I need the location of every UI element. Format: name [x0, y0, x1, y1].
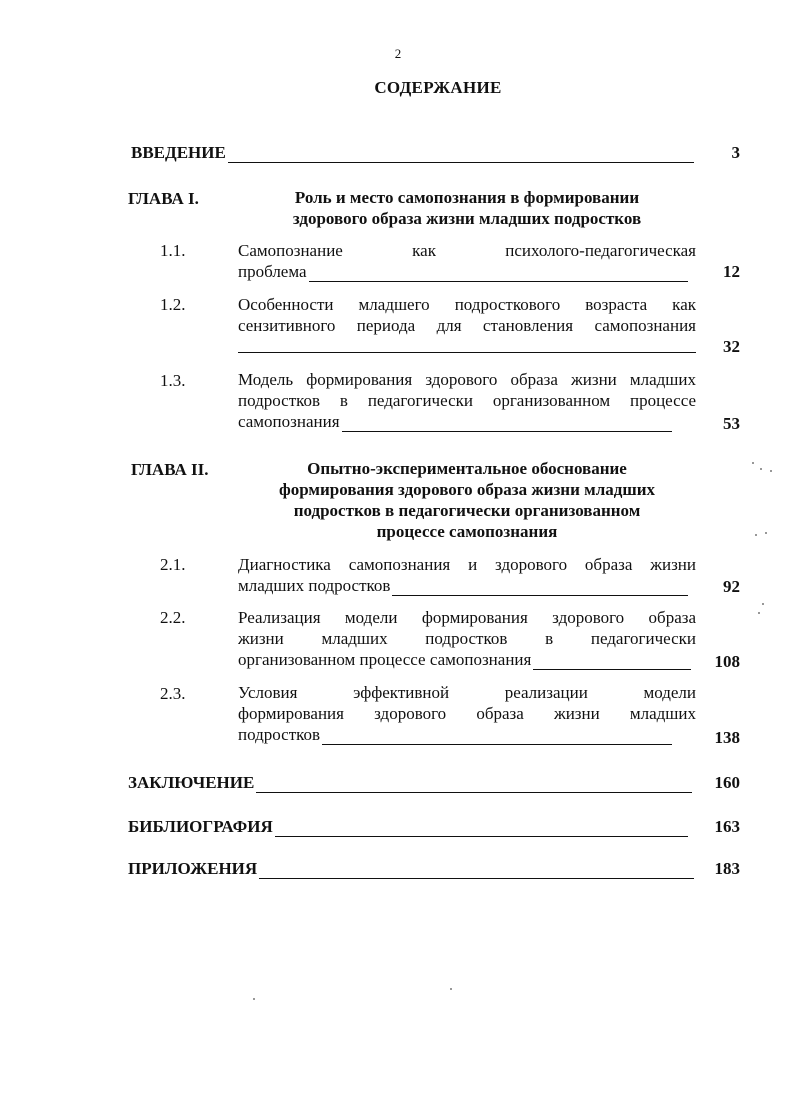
section-2-2-line-3[interactable]: организованном процессе самопознания	[238, 649, 691, 670]
section-number: 1.3.	[160, 371, 186, 390]
section-number: 1.2.	[160, 295, 186, 314]
section-2-3-line-1[interactable]: Условия эффективной реализации модели	[238, 683, 696, 702]
toc-entry-bibliography[interactable]: БИБЛИОГРАФИЯ	[128, 816, 688, 837]
section-number: 2.3.	[160, 684, 186, 703]
section-2-3-line-3[interactable]: подростков	[238, 724, 672, 745]
section-1-2-line-1[interactable]: Особенности младшего подросткового возраста как	[238, 295, 696, 314]
scan-speck	[752, 462, 754, 464]
toc-page: 92	[723, 577, 740, 596]
toc-page: 53	[723, 414, 740, 433]
section-1-2-line-2[interactable]: сензитивного периода для становления самопознания	[238, 316, 696, 335]
section-number: 2.2.	[160, 608, 186, 627]
toc-entry-intro[interactable]	[131, 142, 694, 163]
chapter-1-title[interactable]: Роль и место самопознания в формировании здорового образа жизни младших подростков	[292, 188, 642, 228]
toc-page: 160	[714, 773, 740, 792]
scan-speck	[450, 988, 452, 990]
page-number: 2	[394, 46, 402, 61]
toc-page: 12	[723, 262, 740, 281]
section-2-2-line-2[interactable]: жизни младших подростков в педагогически	[238, 629, 696, 648]
toc-page: 183	[714, 859, 740, 878]
leader-line	[238, 352, 696, 353]
section-2-3-line-2[interactable]: формирования здорового образа жизни младших	[238, 704, 696, 723]
section-number: 2.1.	[160, 555, 186, 574]
chapter-2-label: ГЛАВА II.	[131, 460, 209, 479]
section-1-1-line-1[interactable]: Самопознание как психолого-педагогическая	[238, 241, 696, 260]
toc-page: 32	[723, 337, 740, 356]
toc-page: 163	[714, 817, 740, 836]
scan-speck	[253, 998, 255, 1000]
toc-entry-conclusion[interactable]: ЗАКЛЮЧЕНИЕ	[128, 772, 692, 793]
section-2-2-line-1[interactable]: Реализация модели формирования здорового образа	[238, 608, 696, 627]
section-number: 1.1.	[160, 241, 186, 260]
page-title: СОДЕРЖАНИЕ	[374, 78, 502, 97]
chapter-2-title[interactable]: Опытно-экспериментальное обоснование формирования здорового образа жизни младших подростков в педагогически организованном процессе самопознания	[278, 459, 656, 541]
toc-page: 108	[714, 652, 740, 671]
section-1-1-line-2[interactable]: проблема	[238, 261, 688, 282]
section-1-3-line-1[interactable]: Модель формирования здорового образа жизни младших	[238, 370, 696, 389]
scan-speck	[770, 470, 772, 472]
scan-speck	[762, 603, 764, 605]
scan-speck	[758, 612, 760, 614]
toc-entry-appendices[interactable]: ПРИЛОЖЕНИЯ	[128, 858, 694, 879]
scan-speck	[760, 468, 762, 470]
toc-page: 3	[731, 143, 740, 162]
section-2-1-line-2[interactable]: младших подростков	[238, 575, 688, 596]
toc-label: ВВЕДЕНИЕ	[131, 143, 226, 162]
section-1-3-line-2[interactable]: подростков в педагогически организованном процессе	[238, 391, 696, 410]
scan-speck	[765, 532, 767, 534]
toc-page: 138	[714, 728, 740, 747]
chapter-1-label: ГЛАВА I.	[128, 189, 199, 208]
section-1-3-line-3[interactable]: самопознания	[238, 411, 672, 432]
section-2-1-line-1[interactable]: Диагностика самопознания и здорового образа жизни	[238, 555, 696, 574]
scan-speck	[755, 534, 757, 536]
